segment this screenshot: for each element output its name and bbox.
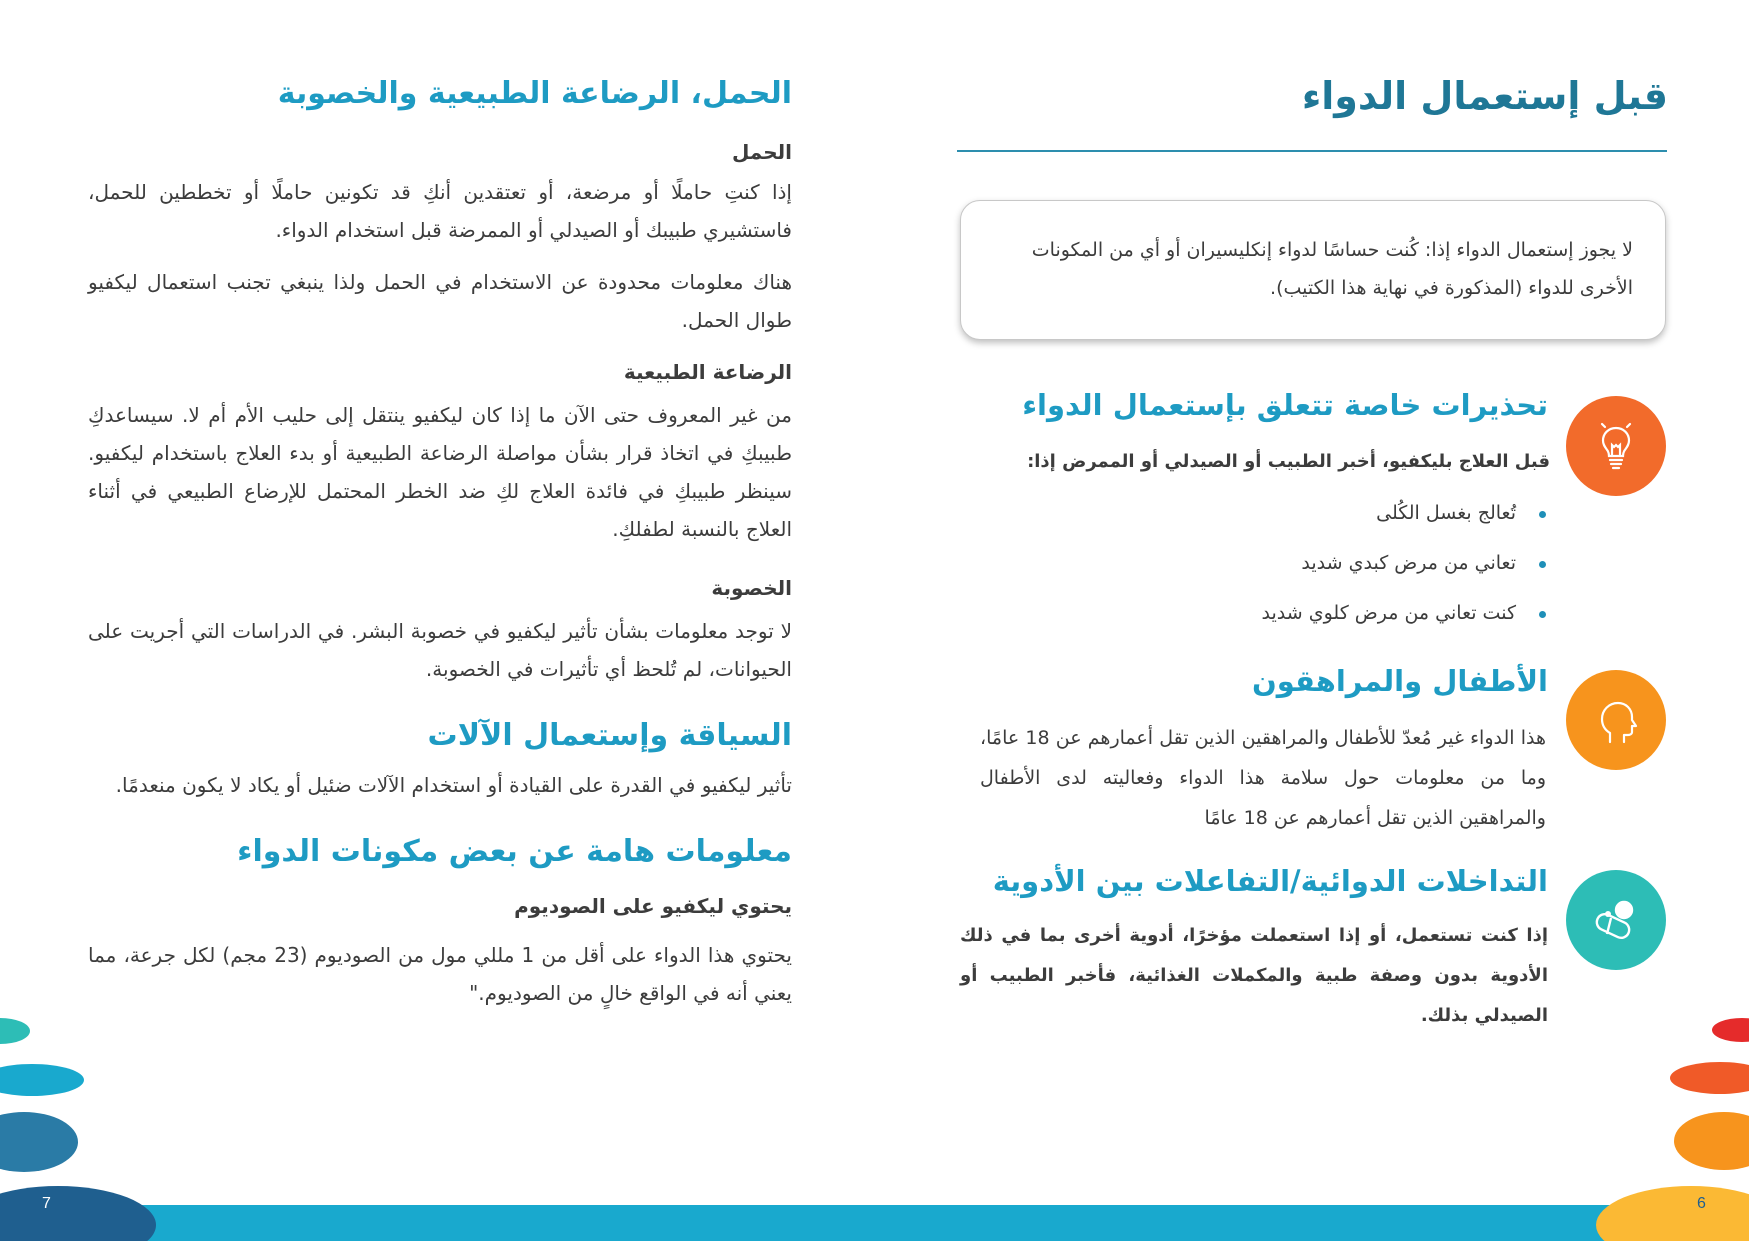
page-title: قبل إستعمال الدواء	[1301, 74, 1668, 118]
special-warnings-title: تحذيرات خاصة تتعلق بإستعمال الدواء	[1022, 388, 1548, 422]
breastfeeding-subtitle: الرضاعة الطبيعية	[623, 360, 792, 384]
page-number-left: 7	[42, 1195, 51, 1212]
driving-paragraph: تأثير ليكفيو في القدرة على القيادة أو استخدام الآلات ضئيل أو يكاد لا يكون منعدمًا.	[115, 773, 792, 797]
pills-icon	[1566, 870, 1666, 970]
pregnancy-paragraph-1: إذا كنتِ حاملًا أو مرضعة، أو تعتقدين أنكِ قد تكونين حاملًا أو تخططين للحمل، فاستشيري طبيبك أو الصيدلي أو الممرضة قبل استخدام الدواء.	[88, 180, 792, 242]
decorative-blob	[0, 1186, 156, 1241]
children-title: الأطفال والمراهقون	[1251, 664, 1548, 698]
fertility-subtitle: الخصوبة	[711, 576, 792, 600]
special-warnings-intro: قبل العلاج بليكفيو، أخبر الطبيب أو الصيدلي أو الممرض إذا:	[1027, 451, 1550, 472]
pregnancy-title: الحمل، الرضاعة الطبيعية والخصوبة	[277, 76, 792, 111]
warning-text: لا يجوز إستعمال الدواء إذا: كُنت حساسًا لدواء إنكليسيران أو أي من المكونات الأخرى للدواء (المذكورة في نهاية هذا الكتيب).	[1031, 239, 1633, 299]
list-item: كنت تعاني من مرض كلوي شديد	[1100, 588, 1550, 638]
decorative-blob	[1596, 1186, 1749, 1241]
warning-box	[960, 200, 1666, 340]
decorative-blob	[1674, 1112, 1749, 1170]
special-warnings-list	[1100, 488, 1550, 638]
ingredients-title: معلومات هامة عن بعض مكونات الدواء	[237, 834, 792, 869]
decorative-blob	[0, 1064, 84, 1096]
head-profile-icon	[1566, 670, 1666, 770]
ingredients-subtitle: يحتوي ليكفيو على الصوديوم	[514, 894, 792, 918]
interactions-title: التداخلات الدوائية/التفاعلات بين الأدوية	[992, 864, 1548, 898]
breastfeeding-paragraph: من غير المعروف حتى الآن ما إذا كان ليكفيو ينتقل إلى حليب الأم أم لا. سيساعدكِ طبيبكِ في اتخاذ قرار بشأن مواصلة الرضاعة الطبيعية أو بدء العلاج باستخدام ليكفيو. سينظر طبيبكِ في فائدة العلاج لكِ ضد الخطر المحتمل للإرضاع الطبيعي في أثناء العلاج بالنسبة لطفلكِ.	[88, 403, 792, 541]
list-item: تعاني من مرض كبدي شديد	[1100, 538, 1550, 588]
list-item: تُعالج بغسل الكُلى	[1100, 488, 1550, 538]
fertility-paragraph: لا توجد معلومات بشأن تأثير ليكفيو في خصوبة البشر. في الدراسات التي أجريت على الحيوانات، لم تُلحظ أي تأثيرات في الخصوبة.	[88, 619, 792, 681]
driving-title: السياقة وإستعمال الآلات	[427, 718, 792, 753]
pregnancy-subtitle: الحمل	[731, 140, 792, 164]
ingredients-paragraph: يحتوي هذا الدواء على أقل من 1 مللي مول من الصوديوم (23 مجم) لكل جرعة، مما يعني أنه في الواقع خالٍ من الصوديوم."	[88, 943, 792, 1005]
bottom-bar	[0, 1205, 1749, 1241]
decorative-blob	[1670, 1062, 1749, 1094]
decorative-blob	[0, 1112, 78, 1172]
decorative-blob	[1712, 1018, 1749, 1042]
interactions-text: إذا كنت تستعمل، أو إذا استعملت مؤخرًا، أدوية أخرى بما في ذلك الأدوية بدون وصفة طبية والمكملات الغذائية، فأخبر الطبيب أو الصيدلي بذلك.	[960, 925, 1548, 1026]
title-divider	[957, 150, 1667, 152]
pregnancy-paragraph-2: هناك معلومات محدودة عن الاستخدام في الحمل ولذا ينبغي تجنب استعمال ليكفيو طوال الحمل.	[88, 270, 792, 332]
children-text: هذا الدواء غير مُعدّ للأطفال والمراهقين الذين تقل أعمارهم عن 18 عامًا، وما من معلومات حول سلامة هذا الدواء وفعاليته لدى الأطفال والمراهقين الذين تقل أعمارهم عن 18 عامًا	[980, 727, 1547, 829]
page-number-right: 6	[1697, 1195, 1706, 1212]
lightbulb-icon	[1566, 396, 1666, 496]
decorative-blob	[0, 1018, 30, 1044]
